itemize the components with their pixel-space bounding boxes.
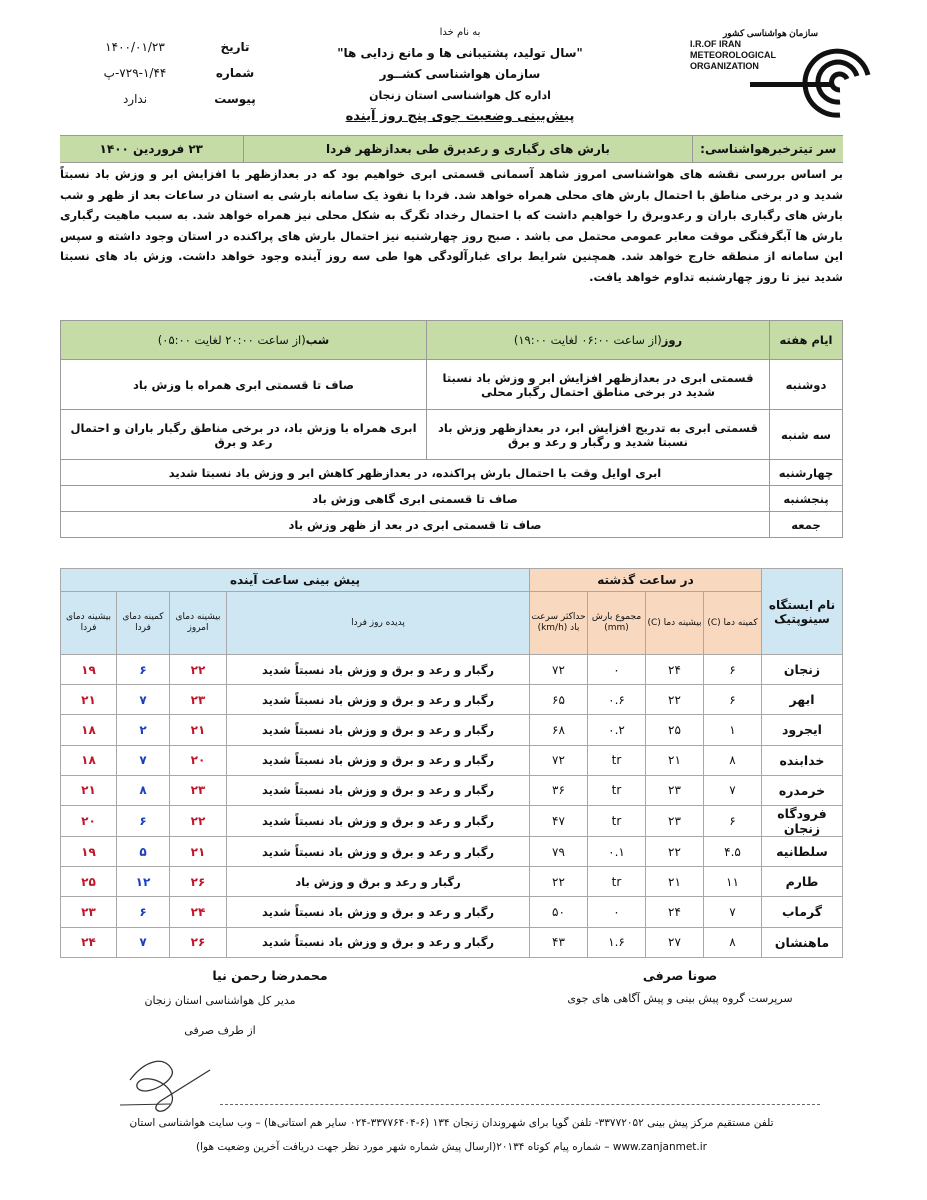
day-text: قسمتی ابری به تدریج افزایش ابر، در بعدازظهر وزش باد نسبتا شدید و رگبار و رعد و برق [427, 410, 770, 460]
phenomenon: رگبار و رعد و برق و وزش باد نسبتاً شدید [227, 715, 530, 745]
max-wind: ۷۹ [530, 836, 588, 866]
page-title: پیش‌بینی وضعیت جوی پنج روز آینده [345, 109, 575, 124]
min-tomorrow: ۶ [117, 655, 170, 685]
station-name: گرماب [762, 897, 843, 927]
min-tomorrow: ۶ [117, 805, 170, 836]
sub-max-temp: بیشینه دما (C) [646, 592, 704, 655]
table-row [61, 410, 843, 460]
number-label: شماره [215, 66, 255, 80]
merged-text: صاف تا قسمتی ابری در بعد از ظهر وزش باد [61, 512, 770, 538]
merged-text: ابری اوایل وقت با احتمال بارش پراکنده، در بعدازظهر کاهش ابر و وزش باد نسبتا شدید [61, 460, 770, 486]
table-row [61, 685, 843, 715]
handwritten-signature-icon [110, 1040, 220, 1120]
station-name: خرمدره [762, 775, 843, 805]
max-temp: ۲۱ [646, 745, 704, 775]
merged-text: صاف تا قسمتی ابری گاهی وزش باد [61, 486, 770, 512]
max-temp: ۲۱ [646, 867, 704, 897]
max-wind: ۳۶ [530, 775, 588, 805]
max-tomorrow: ۲۱ [61, 775, 117, 805]
station-name: زنجان [762, 655, 843, 685]
sub-precip: مجموع بارش (mm) [588, 592, 646, 655]
min-temp: ۶ [704, 685, 762, 715]
group-future: پیش بینی ساعت آینده [61, 569, 530, 592]
col-night-bold: شب [305, 333, 330, 347]
table-row [61, 715, 843, 745]
max-tomorrow: ۲۱ [61, 685, 117, 715]
table-row [61, 867, 843, 897]
max-today: ۲۲ [170, 805, 227, 836]
table-row [61, 512, 843, 538]
precip: tr [588, 775, 646, 805]
sub-min-temp: کمینه دما (C) [704, 592, 762, 655]
max-temp: ۲۵ [646, 715, 704, 745]
precip: tr [588, 745, 646, 775]
max-wind: ۴۳ [530, 927, 588, 957]
table-row [61, 927, 843, 957]
min-tomorrow: ۷ [117, 685, 170, 715]
sub-phenomenon: پدیده روز فردا [227, 592, 530, 655]
station-name: ماهنشان [762, 927, 843, 957]
station-name: فرودگاه زنجان [762, 805, 843, 836]
max-wind: ۷۲ [530, 655, 588, 685]
phenomenon: رگبار و رعد و برق و وزش باد [227, 867, 530, 897]
day-name: سه شنبه [770, 410, 843, 460]
station-name: خدابنده [762, 745, 843, 775]
col-day-bold: روز [661, 333, 683, 347]
date-label: تاریخ [220, 40, 250, 54]
max-temp: ۲۲ [646, 836, 704, 866]
forecast-paragraph: بر اساس بررسی نقشه های هواشناسی امروز شاهد آسمانی قسمتی ابری خواهیم بود که در بعدازظهر با افزایش ابر و وزش باد نسبتاً شدید و در برخی مناطق با احتمال بارش های محلی همراه خواهد شد. فردا با نفوذ یک سامانه بارشی به استان در ساعات بعد از ظهر و شب بارش های رگباری باران و رعدوبرق را خواهیم داشت که با احتمال رخداد تگرگ به شکل محلی نیز همراه خواهد شد. به سبب ماهیت رگباری بارش ها آبگرفتگی موقت معابر عمومی محتمل می باشد . صبح روز چهارشنبه نیز احتمال بارش های پراکنده در استان وجود داشته و سپس این سامانه از منطقه خارج خواهد شد. همچنین شرایط برای غبارآلودگی هوا طی سه روز آینده وجود خواهد داشت. وزش باد های نسبتا شدید نیز تا روز چهارشنبه تداوم خواهد یافت. [60, 167, 843, 284]
day-name: چهارشنبه [770, 460, 843, 486]
phenomenon: رگبار و رعد و برق و وزش باد نسبتاً شدید [227, 927, 530, 957]
days-table [60, 320, 843, 538]
footer-line-1: تلفن مستقیم مرکز پیش بینی ۳۳۷۷۲۰۵۲- تلفن گویا برای شهروندان زنجان ۱۳۴ (۶-۳۳۷۷۶۴۰۴-۰۲۴ سایر هم استانی‌ها) – وب سایت هواشناسی استان [129, 1117, 774, 1129]
min-temp: ۸ [704, 927, 762, 957]
slogan: "سال تولید، پشتیبانی ها و مانع زدایی ها" [337, 46, 583, 60]
station-name: طارم [762, 867, 843, 897]
max-today: ۲۶ [170, 927, 227, 957]
col-days: ایام هفته [770, 321, 843, 360]
min-tomorrow: ۷ [117, 745, 170, 775]
max-tomorrow: ۲۳ [61, 897, 117, 927]
max-tomorrow: ۱۸ [61, 715, 117, 745]
table-row [61, 897, 843, 927]
sub-max-tomorrow: بیشینه دمای فردا [61, 592, 117, 655]
max-tomorrow: ۱۸ [61, 745, 117, 775]
signer-left-role: سرپرست گروه پیش بینی و پیش آگاهی های جوی [567, 992, 793, 1005]
signer-left-name: صونا صرفی [642, 968, 718, 983]
footer-line-2: www.zanjanmet.ir – شماره پیام کوتاه ۲۰۱۳۴(ارسال پیش شماره شهر مورد نظر جهت دریافت آخرین وضعیت هوا) [196, 1141, 707, 1153]
precip: ۱.۶ [588, 927, 646, 957]
stations-sub-row [61, 592, 843, 655]
number-value: ۷۲۹-۱/۴۴-پ [103, 66, 167, 80]
col-day [427, 321, 770, 360]
max-temp: ۲۷ [646, 927, 704, 957]
max-tomorrow: ۲۵ [61, 867, 117, 897]
phenomenon: رگبار و رعد و برق و وزش باد نسبتاً شدید [227, 745, 530, 775]
precip: ۰.۶ [588, 685, 646, 715]
max-temp: ۲۳ [646, 805, 704, 836]
signer-right-behalf: از طرف صرفی [184, 1024, 256, 1037]
max-wind: ۷۲ [530, 745, 588, 775]
precip: ۰ [588, 897, 646, 927]
max-wind: ۶۵ [530, 685, 588, 715]
max-tomorrow: ۱۹ [61, 655, 117, 685]
min-tomorrow: ۸ [117, 775, 170, 805]
min-tomorrow: ۷ [117, 927, 170, 957]
logo-fa: سازمان هواشناسی کشور [722, 28, 818, 38]
logo-en2: METEOROLOGICAL [690, 50, 776, 60]
meta-number-row [80, 60, 270, 86]
max-today: ۲۳ [170, 775, 227, 805]
station-name: سلطانیه [762, 836, 843, 866]
precip: tr [588, 867, 646, 897]
max-wind: ۵۰ [530, 897, 588, 927]
min-tomorrow: ۲ [117, 715, 170, 745]
min-tomorrow: ۵ [117, 836, 170, 866]
meta-block [80, 34, 270, 112]
max-wind: ۶۸ [530, 715, 588, 745]
stations-group-row [61, 569, 843, 592]
phenomenon: رگبار و رعد و برق و وزش باد نسبتاً شدید [227, 655, 530, 685]
station-name: ابهر [762, 685, 843, 715]
max-tomorrow: ۲۰ [61, 805, 117, 836]
min-temp: ۷ [704, 897, 762, 927]
logo-en3: ORGANIZATION [690, 61, 759, 71]
table-row [61, 460, 843, 486]
meta-attach-row [80, 86, 270, 112]
phenomenon: رگبار و رعد و برق و وزش باد نسبتاً شدید [227, 836, 530, 866]
signer-right-name: محمدرضا رحمن نیا [212, 968, 328, 983]
col-night-rest: (از ساعت ۲۰:۰۰ لغایت ۰۵:۰۰) [157, 333, 306, 347]
precip: ۰.۱ [588, 836, 646, 866]
max-today: ۲۴ [170, 897, 227, 927]
precip: ۰.۲ [588, 715, 646, 745]
table-row [61, 655, 843, 685]
max-today: ۲۲ [170, 655, 227, 685]
table-row [61, 836, 843, 866]
attach-value: ندارد [122, 92, 148, 106]
min-tomorrow: ۶ [117, 897, 170, 927]
night-text: صاف تا قسمتی ابری همراه با وزش باد [61, 360, 427, 410]
max-wind: ۴۷ [530, 805, 588, 836]
max-today: ۲۱ [170, 715, 227, 745]
bismillah: به نام خدا [439, 27, 481, 38]
max-temp: ۲۳ [646, 775, 704, 805]
min-temp: ۷ [704, 775, 762, 805]
min-temp: ۸ [704, 745, 762, 775]
headline-bar [60, 135, 843, 163]
phenomenon: رگبار و رعد و برق و وزش باد نسبتاً شدید [227, 685, 530, 715]
logo-en1: I.R.OF IRAN [690, 39, 741, 49]
col-station-name: نام ایستگاه سینوپتیک [762, 569, 843, 655]
phenomenon: رگبار و رعد و برق و وزش باد نسبتاً شدید [227, 805, 530, 836]
min-temp: ۴.۵ [704, 836, 762, 866]
station-name: ایجرود [762, 715, 843, 745]
max-tomorrow: ۲۴ [61, 927, 117, 957]
night-text: ابری همراه با وزش باد، در برخی مناطق رگبار باران و احتمال رعد و برق [61, 410, 427, 460]
precip: ۰ [588, 655, 646, 685]
col-night [61, 321, 427, 360]
org-name: سازمان هواشناسی کشــور [379, 67, 541, 81]
signer-right-role: مدیر کل هواشناسی استان زنجان [144, 994, 296, 1007]
meta-date-row [80, 34, 270, 60]
min-temp: ۱ [704, 715, 762, 745]
col-day-rest: (از ساعت ۰۶:۰۰ لغایت ۱۹:۰۰) [513, 333, 662, 347]
min-temp: ۶ [704, 655, 762, 685]
precip: tr [588, 805, 646, 836]
phenomenon: رگبار و رعد و برق و وزش باد نسبتاً شدید [227, 897, 530, 927]
sub-max-today: بیشینه دمای امروز [170, 592, 227, 655]
phenomenon: رگبار و رعد و برق و وزش باد نسبتاً شدید [227, 775, 530, 805]
header-block [300, 22, 620, 127]
max-today: ۲۱ [170, 836, 227, 866]
date-value: ۱۴۰۰/۰۱/۲۳ [105, 40, 165, 54]
max-temp: ۲۴ [646, 897, 704, 927]
table-row [61, 486, 843, 512]
max-today: ۲۰ [170, 745, 227, 775]
day-name: پنجشنبه [770, 486, 843, 512]
days-header-row [61, 321, 843, 360]
max-today: ۲۳ [170, 685, 227, 715]
min-temp: ۶ [704, 805, 762, 836]
day-name: دوشنبه [770, 360, 843, 410]
headline-label: سر تیترخبرهواشناسی: [692, 136, 843, 162]
group-past: در ساعت گذشته [530, 569, 762, 592]
table-row [61, 775, 843, 805]
footer-separator [220, 1104, 820, 1105]
logo-text [690, 28, 818, 72]
day-text: قسمتی ابری در بعدازظهر افزایش ابر و وزش باد نسبتا شدید در برخی مناطق احتمال رگبار محلی [427, 360, 770, 410]
sub-wind: حداکثر سرعت باد (km/h) [530, 592, 588, 655]
sub-min-tomorrow: کمینه دمای فردا [117, 592, 170, 655]
headline-date: ۲۳ فروردین ۱۴۰۰ [99, 142, 204, 156]
min-temp: ۱۱ [704, 867, 762, 897]
max-wind: ۲۲ [530, 867, 588, 897]
stations-table [60, 568, 843, 958]
max-tomorrow: ۱۹ [61, 836, 117, 866]
min-tomorrow: ۱۲ [117, 867, 170, 897]
table-row [61, 360, 843, 410]
max-temp: ۲۲ [646, 685, 704, 715]
attach-label: پیوست [214, 92, 256, 106]
max-temp: ۲۴ [646, 655, 704, 685]
table-row [61, 805, 843, 836]
day-name: جمعه [770, 512, 843, 538]
max-today: ۲۶ [170, 867, 227, 897]
headline-text: بارش های رگباری و رعدبرق طی بعدازظهر فردا [243, 136, 693, 162]
table-row [61, 745, 843, 775]
dept-name: اداره کل هواشناسی استان زنجان [369, 89, 551, 102]
